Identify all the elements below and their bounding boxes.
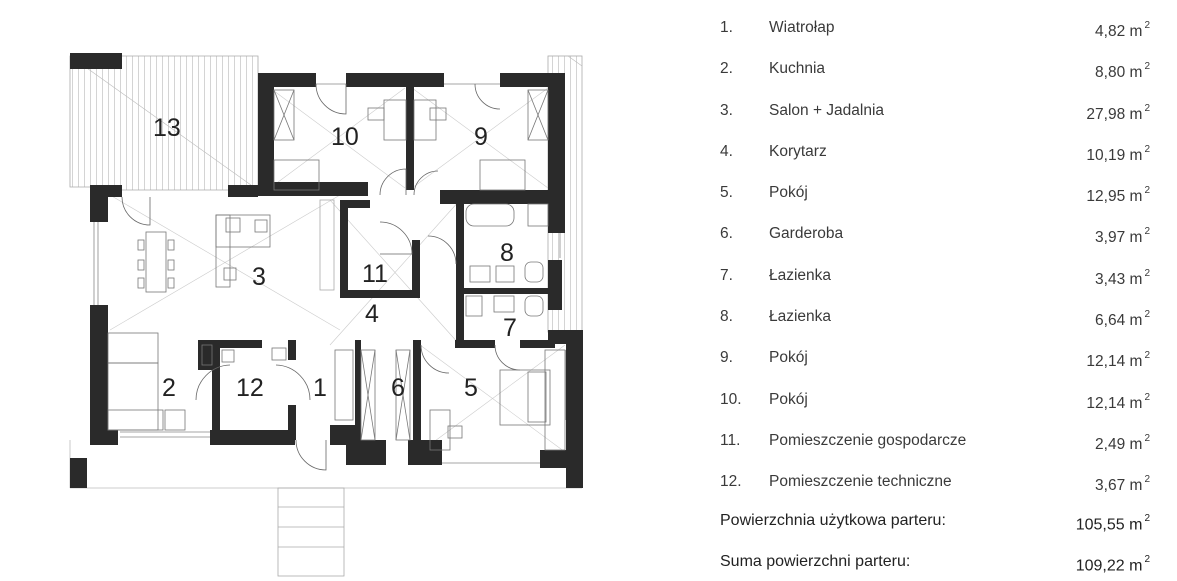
- room-number: 12.: [720, 473, 742, 491]
- room-number: 1.: [720, 19, 733, 36]
- room-area: 10,19 m $^2$: [1086, 143, 1150, 165]
- room-row: [720, 337, 1150, 378]
- room-name: Salon + Jadalnia: [769, 101, 885, 119]
- room-name: Kuchnia: [769, 60, 826, 78]
- room-row: [720, 379, 1150, 420]
- room-label-6: 6: [391, 374, 405, 402]
- room-name: Wiatrołap: [769, 19, 835, 36]
- room-number: 3.: [720, 101, 733, 119]
- room-number: 8.: [720, 308, 733, 326]
- room-name: Łazienka: [769, 308, 832, 326]
- room-label-7: 7: [503, 314, 517, 342]
- terrace-decking: [70, 56, 582, 488]
- room-label-11: 11: [362, 260, 388, 288]
- room-row: [720, 296, 1150, 337]
- usable-area-value: 105,55 m $^2$: [1075, 513, 1150, 534]
- total-area-value: 109,22 m $^2$: [1075, 554, 1150, 575]
- room-area: 12,14 m $^2$: [1086, 350, 1150, 371]
- room-area: 3,67 m $^2$: [1095, 474, 1150, 495]
- room-name: Łazienka: [769, 266, 832, 284]
- room-area: 4,82 m $^2$: [1095, 20, 1150, 41]
- room-row: [720, 461, 1150, 502]
- room-list: [720, 7, 1150, 503]
- room-label-1: 1: [313, 374, 327, 402]
- room-row: [720, 213, 1150, 254]
- room-name: Pokój: [769, 349, 808, 367]
- room-row: [720, 255, 1150, 296]
- room-name: Pomieszczenie techniczne: [769, 473, 952, 491]
- room-label-2: 2: [162, 374, 176, 402]
- room-label-10: 10: [331, 123, 359, 151]
- room-label-12: 12: [236, 374, 264, 402]
- room-name: Pokój: [769, 184, 808, 202]
- usable-area-label: Powierzchnia użytkowa parteru:: [720, 512, 946, 529]
- room-area: 12,14 m $^2$: [1086, 391, 1150, 412]
- entrance-steps: [278, 488, 344, 576]
- room-name: Pomieszczenie gospodarcze: [769, 431, 967, 449]
- room-label-9: 9: [474, 123, 488, 151]
- room-area: 27,98 m $^2$: [1086, 102, 1150, 123]
- room-number: 5.: [720, 184, 733, 202]
- room-label-3: 3: [252, 263, 266, 291]
- room-name: Korytarz: [769, 142, 827, 160]
- room-name: Garderoba: [769, 225, 844, 243]
- room-label-13: 13: [153, 114, 181, 142]
- room-number: 11.: [720, 431, 741, 449]
- room-number: 10.: [720, 390, 742, 408]
- room-row: [720, 90, 1150, 131]
- room-area: 12,95 m $^2$: [1086, 185, 1150, 206]
- room-area: 3,97 m $^2$: [1095, 226, 1150, 247]
- room-name: Pokój: [769, 390, 808, 408]
- room-area: 2,49 m $^2$: [1095, 432, 1150, 454]
- room-row: [720, 172, 1150, 213]
- room-row: [720, 7, 1150, 48]
- room-row: [720, 48, 1150, 89]
- room-number: 4.: [720, 142, 733, 160]
- room-number: 9.: [720, 349, 733, 367]
- total-area-label: Suma powierzchni parteru:: [720, 553, 911, 570]
- room-area: 8,80 m $^2$: [1095, 61, 1150, 82]
- room-number: 7.: [720, 266, 733, 284]
- room-label-5: 5: [464, 374, 478, 402]
- room-row: [720, 131, 1150, 172]
- room-row: [720, 420, 1150, 461]
- total-area-sum: [720, 547, 1150, 577]
- room-number: 6.: [720, 225, 733, 243]
- room-area: 3,43 m $^2$: [1095, 267, 1150, 288]
- room-label-4: 4: [365, 300, 379, 328]
- usable-area-total: [720, 506, 1150, 536]
- room-area: 6,64 m $^2$: [1095, 309, 1150, 330]
- room-number: 2.: [720, 60, 733, 78]
- room-label-8: 8: [500, 239, 514, 267]
